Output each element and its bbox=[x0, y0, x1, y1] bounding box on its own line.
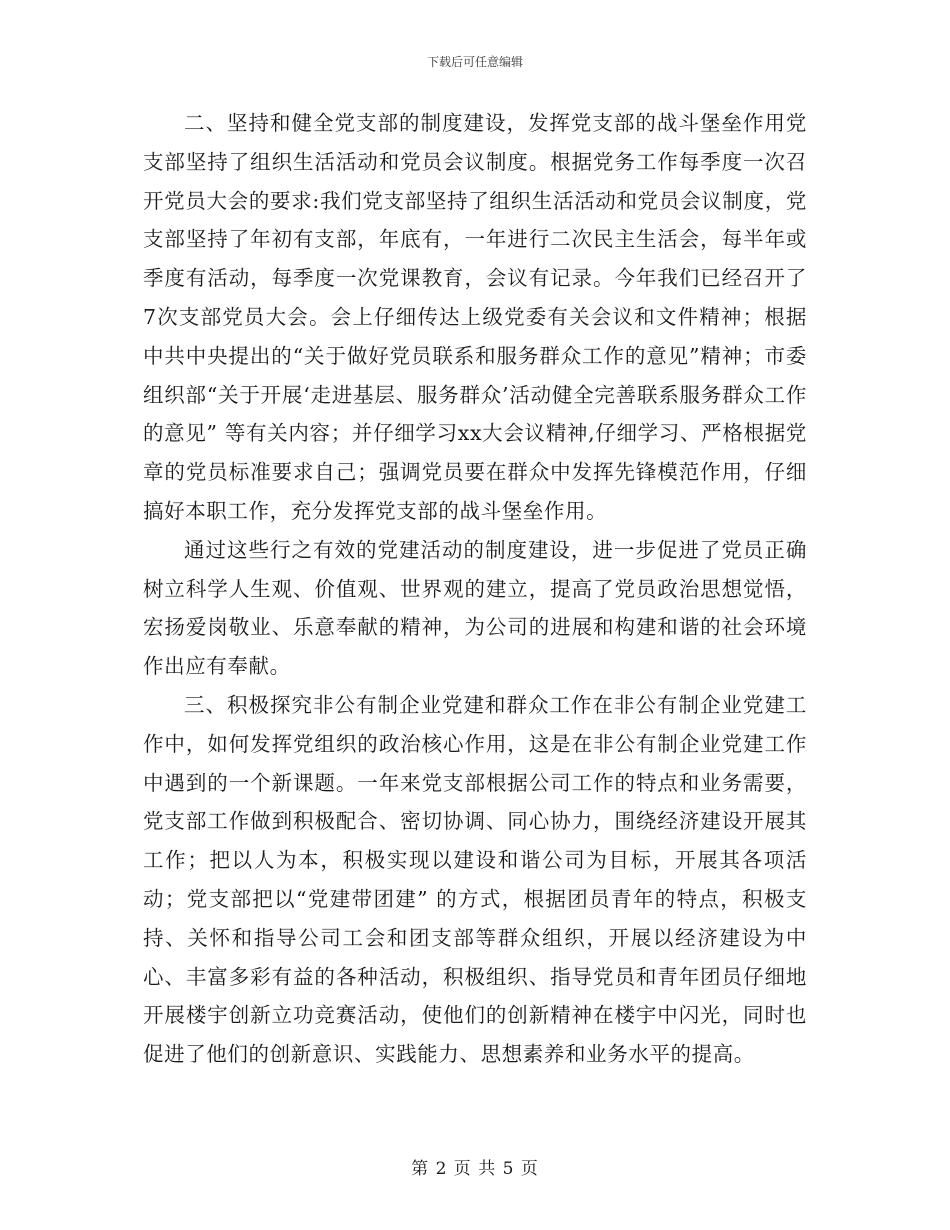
document-body bbox=[143, 104, 807, 1074]
paragraph-section-three: 三、积极探究非公有制企业党建和群众工作在非公有制企业党建工作中，如何发挥党组织的政治核心作用，这是在非公有制企业党建工作中遇到的一个新课题。一年来党支部根据公司工作的特点和业务需要，党支部工作做到积极配合、密切协调、同心协力，围绕经济建设开展其工作；把以人为本，积极实现以建设和谐公司为目标，开展其各项活动；党支部把以“党建带团建” 的方式，根据团员青年的特点，积极支持、关怀和指导公司工会和团支部等群众组织，开展以经济建设为中心、丰富多彩有益的各种活动，积极组织、指导党员和青年团员仔细地开展楼宇创新立功竞赛活动，使他们的创新精神在楼宇中闪光，同时也促进了他们的创新意识、实践能力、思想素养和业务水平的提高。 bbox=[143, 692, 807, 1067]
page-number-footer: 第 2 页 共 5 页 bbox=[411, 1159, 539, 1179]
paragraph-summary: 通过这些行之有效的党建活动的制度建设，进一步促进了党员正确树立科学人生观、价值观、世界观的建立，提高了党员政治思想觉悟，宏扬爱岗敬业、乐意奉献的精神，为公司的进展和构建和谐的社会环境作出应有奉献。 bbox=[143, 537, 807, 679]
paragraph-section-two: 二、坚持和健全党支部的制度建设，发挥党支部的战斗堡垒作用党支部坚持了组织生活活动和党员会议制度。根据党务工作每季度一次召开党员大会的要求:我们党支部坚持了组织生活活动和党员会议制度，党支部坚持了年初有支部，年底有，一年进行二次民主生活会，每半年或季度有活动，每季度一次党课教育，会议有记录。今年我们已经召开了7次支部党员大会。会上仔细传达上级党委有关会议和文件精神；根据中共中央提出的“关于做好党员联系和服务群众工作的意见”精神；市委组织部“关于开展‘走进基层、服务群众’活动健全完善联系服务群众工作的意见” 等有关内容；并仔细学习xx大会议精神,仔细学习、严格根据党章的党员标准要求自己；强调党员要在群众中发挥先锋模范作用，仔细搞好本职工作，充分发挥党支部的战斗堡垒作用。 bbox=[143, 111, 807, 523]
page-header: 下载后可任意编辑 bbox=[426, 55, 523, 69]
